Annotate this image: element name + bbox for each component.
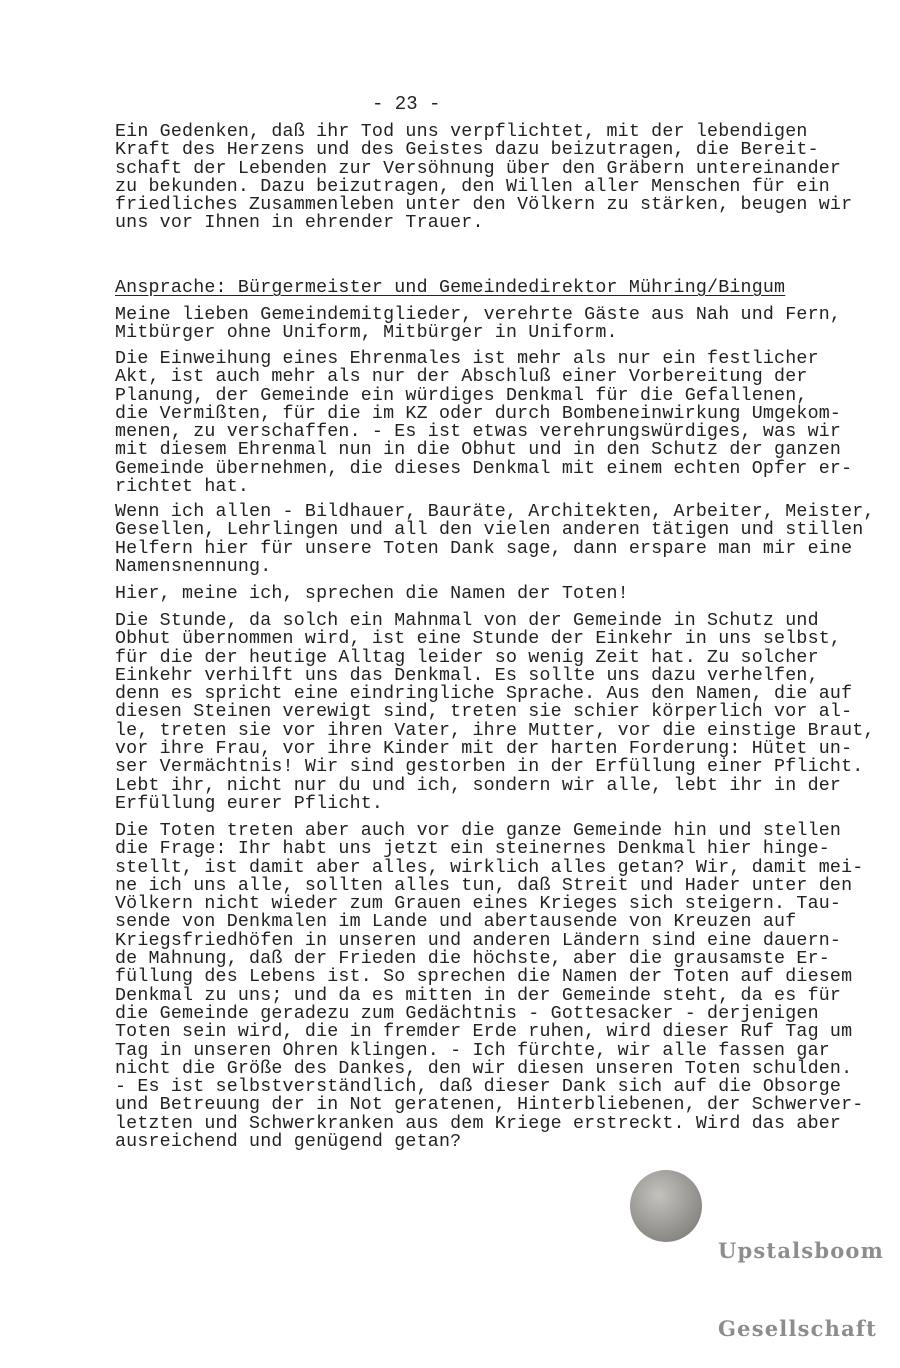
text-line: Akt, ist auch mehr als nur der Abschluß einer Vorbereitung der [115,367,808,388]
text-line: Meine lieben Gemeindemitglieder, verehrte Gäste aus Nah und Fern, [115,305,842,325]
page-number: - 23 - [372,93,441,115]
text-line: mit diesem Ehrenmal nun in die Obhut und in den Schutz der ganzen [115,440,842,461]
paragraph-names [115,585,629,603]
text-line: sende von Denkmalen im Lande und abertausende von Kreuzen auf [115,912,797,933]
paragraph-hour-of-reflection [115,612,875,813]
text-line: denn es spricht eine eindringliche Sprache. Aus den Namen, die auf [115,684,853,705]
upstalsboom-seal-icon [630,1170,702,1242]
text-line: Die Stunde, da solch ein Mahnmal von der Gemeinde in Schutz und [115,611,819,631]
text-line: Hier, meine ich, sprechen die Namen der Toten! [115,584,629,604]
intro-paragraph [115,123,852,233]
text-line: Ein Gedenken, daß ihr Tod uns verpflichtet, mit der lebendigen [115,122,808,142]
text-line: die Frage: Ihr habt uns jetzt ein steinernes Denkmal hier hinge- [115,839,830,860]
text-line: und Betreuung der in Not geratenen, Hinterbliebenen, der Schwerver- [115,1095,864,1116]
text-line: Gemeinde übernehmen, die dieses Denkmal mit einem echten Opfer er- [115,458,853,479]
text-line: Einkehr verhilft uns das Denkmal. Es sollte uns dazu verhelfen, [115,665,819,686]
text-line: vor ihre Frau, vor ihre Kinder mit der harten Forderung: Hütet un- [115,739,853,760]
text-line: ausreichend und genügend getan? [115,1132,462,1153]
text-line: Helfern hier für unsere Toten Dank sage, dann erspare man mir eine [115,538,853,559]
text-line: Toten sein wird, die in fremder Erde ruhen, wird dieser Ruf Tag um [115,1022,853,1043]
text-line: Namensnennung. [115,556,272,577]
text-line: ser Vermächtnis! Wir sind gestorben in der Erfüllung einer Pflicht. [115,757,864,778]
text-line: zu bekunden. Dazu beizutragen, den Willen aller Menschen für ein [115,176,830,197]
text-line: Tag in unseren Ohren klingen. - Ich fürchte, wir alle fassen gar [115,1040,830,1061]
text-line: schaft der Lebenden zur Versöhnung über den Gräbern untereinander [115,158,842,179]
text-line: menen, zu verschaffen. - Es ist etwas verehrungswürdiges, was wir [115,422,842,443]
text-line: Völkern nicht wieder zum Grauen eines Krieges sich steigern. Tau- [115,894,842,915]
text-line: Wenn ich allen - Bildhauer, Bauräte, Architekten, Arbeiter, Meister, [115,502,875,522]
text-line: stellt, ist damit aber alles, wirklich alles getan? Wir, damit mei- [115,857,864,878]
text-line: uns vor Ihnen in ehrender Trauer. [115,213,484,234]
watermark-line-1: Upstalsboom [718,1238,885,1263]
text-line: Gesellen, Lehrlingen und all den vielen anderen tätigen und stillen [115,520,864,541]
text-line: le, treten sie vor ihren Vater, ihre Mutter, vor die einstige Braut, [115,720,875,741]
text-line: friedliches Zusammenleben unter den Völkern zu stärken, beugen wir [115,195,853,216]
watermark-line-2: Gesellschaft [718,1316,878,1341]
text-line: - Es ist selbstverständlich, daß dieser Dank sich auf die Obsorge [115,1077,842,1098]
text-line: letzten und Schwerkranken aus dem Kriege erstreckt. Wird das aber [115,1113,842,1134]
speech-heading: Ansprache: Bürgermeister und Gemeindedirektor Mühring/Bingum [115,278,786,298]
text-line: die Gemeinde geradezu zum Gedächtnis - Gottesacker - derjenigen [115,1003,819,1024]
paragraph-the-dead-speak [115,822,863,1151]
text-line: Mitbürger ohne Uniform, Mitbürger in Uniform. [115,323,618,344]
text-line: Die Toten treten aber auch vor die ganze Gemeinde hin und stellen [115,821,842,841]
text-line: Die Einweihung eines Ehrenmales ist mehr als nur ein festlicher [115,349,819,369]
text-line: de Mahnung, daß der Frieden die höchste, aber die grausamste Er- [115,949,830,970]
text-line: die Vermißten, für die im KZ oder durch Bombeneinwirkung Umgekom- [115,403,842,424]
paragraph-greeting [115,306,841,343]
paragraph-thanks [115,503,875,576]
text-line: Kriegsfriedhöfen in unseren und anderen Ländern sind eine dauern- [115,930,842,951]
text-line: richtet hat. [115,477,250,498]
text-line: diesen Steinen verewigt sind, treten sie schier körperlich vor al- [115,702,853,723]
text-line: Erfüllung eurer Pflicht. [115,793,384,814]
text-line: Denkmal zu uns; und da es mitten in der Gemeinde steht, da es für [115,985,842,1006]
paragraph-inauguration [115,350,852,496]
text-line: ne ich uns alle, sollten alles tun, daß Streit und Hader unter den [115,875,853,896]
text-line: Kraft des Herzens und des Geistes dazu beizutragen, die Bereit- [115,140,819,161]
text-line: für die der heutige Alltag leider so wenig Zeit hat. Zu solcher [115,647,819,668]
text-line: Lebt ihr, nicht nur du und ich, sondern wir alle, lebt ihr in der [115,775,842,796]
text-line: nicht die Größe des Dankes, den wir diesen unseren Toten schulden. [115,1058,853,1079]
text-line: füllung des Lebens ist. So sprechen die Namen der Toten auf diesem [115,967,853,988]
text-line: Planung, der Gemeinde ein würdiges Denkmal für die Gefallenen, [115,385,808,406]
text-line: Obhut übernommen wird, ist eine Stunde der Einkehr in uns selbst, [115,629,842,650]
watermark [718,1186,884,1368]
